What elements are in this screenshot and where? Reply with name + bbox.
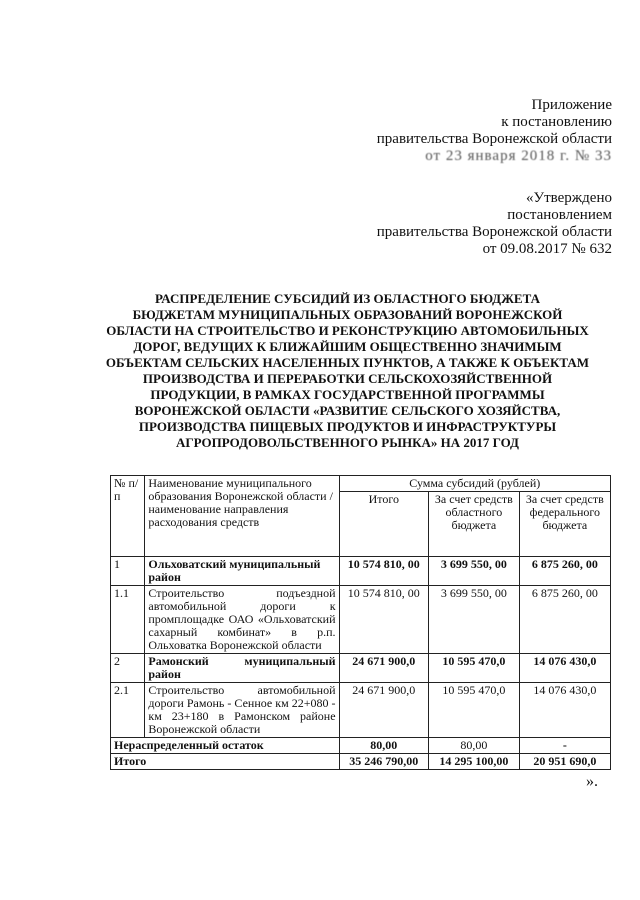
title-line: РАСПРЕДЕЛЕНИЕ СУБСИДИЙ ИЗ ОБЛАСТНОГО БЮДЖЕТА [154, 291, 541, 306]
title-line: БЮДЖЕТАМ МУНИЦИПАЛЬНЫХ ОБРАЗОВАНИЙ ВОРОНЕЖСКОЙ [132, 307, 563, 322]
title-line: ПРОДУКЦИИ, В РАМКАХ ГОСУДАРСТВЕННОЙ ПРОГРАММЫ [150, 387, 545, 402]
row-regional: 3 699 550, 00 [429, 557, 520, 586]
row-total: 10 574 810, 00 [339, 557, 429, 586]
table-row [111, 557, 611, 586]
header-line: к постановлению [501, 114, 612, 130]
grand-total-total: 35 246 790,00 [339, 754, 429, 770]
header-line: правительства Воронежской области [376, 131, 612, 147]
header-total: Итого [339, 492, 429, 557]
row-federal: 6 875 260, 00 [519, 586, 610, 654]
approval-line: от 09.08.2017 № 632 [482, 241, 612, 257]
row-num: 1.1 [111, 586, 145, 654]
row-federal: 6 875 260, 00 [519, 557, 610, 586]
row-regional: 3 699 550, 00 [429, 586, 520, 654]
unallocated-label: Нераспределенный остаток [111, 738, 340, 754]
title-line: ПРОИЗВОДСТВА ПИЩЕВЫХ ПРОДУКТОВ И ИНФРАСТРУКТУРЫ [138, 419, 557, 434]
row-federal: 14 076 430,0 [519, 654, 610, 683]
row-name: Строительство автомобильной дороги Рамонь - Сенное км 22+080 - км 23+180 в Рамонском районе Воронежской области [145, 683, 339, 738]
header-line: Приложение [531, 97, 612, 113]
unallocated-total: 80,00 [339, 738, 429, 754]
title-line: ДОРОГ, ВЕДУЩИХ К БЛИЖАЙШИМ ОБЩЕСТВЕННО ЗНАЧИМЫМ [133, 339, 562, 354]
date-stamp: от 23 января 2018 г. № 33 [425, 148, 612, 164]
document-title [95, 291, 600, 451]
table-row [111, 586, 611, 654]
header-regional: За счет средств областного бюджета [429, 492, 520, 557]
row-num: 2.1 [111, 683, 145, 738]
table-row [111, 654, 611, 683]
unallocated-federal: - [519, 738, 610, 754]
row-regional: 10 595 470,0 [429, 654, 520, 683]
header-name: Наименование муниципального образования Воронежской области / наименование направления расходования средств [145, 476, 339, 557]
approval-line: правительства Воронежской области [376, 224, 612, 240]
closing-quote-mark: ». [586, 773, 598, 790]
header-sum-group: Сумма субсидий (рублей) [339, 476, 610, 492]
approval-line: «Утверждено [525, 190, 612, 206]
row-total: 10 574 810, 00 [339, 586, 429, 654]
title-line: ПРОИЗВОДСТВА И ПЕРЕРАБОТКИ СЕЛЬСКОХОЗЯЙСТВЕННОЙ [142, 371, 553, 386]
row-name: Рамонский муниципальный район [145, 654, 339, 683]
row-num: 2 [111, 654, 145, 683]
title-line: АГРОПРОДОВОЛЬСТВЕННОГО РЫНКА» НА 2017 ГОД [175, 435, 519, 450]
row-total: 24 671 900,0 [339, 654, 429, 683]
header-num: № п/п [111, 476, 145, 557]
title-line: ОБЪЕКТАМ СЕЛЬСКИХ НАСЕЛЕННЫХ ПУНКТОВ, А ТАКЖЕ К ОБЪЕКТАМ [105, 355, 590, 370]
row-num: 1 [111, 557, 145, 586]
title-line: ВОРОНЕЖСКОЙ ОБЛАСТИ «РАЗВИТИЕ СЕЛЬСКОГО ХОЗЯЙСТВА, [134, 403, 561, 418]
grand-total-federal: 20 951 690,0 [519, 754, 610, 770]
row-name: Строительство подъездной автомобильной дороги к промплощадке ОАО «Ольховатский сахарный комбинат» в р.п. Ольховатка Воронежской области [145, 586, 339, 654]
header-federal: За счет средств федерального бюджета [519, 492, 610, 557]
row-total: 24 671 900,0 [339, 683, 429, 738]
title-line: ОБЛАСТИ НА СТРОИТЕЛЬСТВО И РЕКОНСТРУКЦИЮ АВТОМОБИЛЬНЫХ [106, 323, 589, 338]
grand-total-row [111, 754, 611, 770]
approval-block [377, 190, 612, 258]
row-name: Ольховатский муниципальный район [145, 557, 339, 586]
subsidy-table [110, 475, 611, 770]
table-header-row [111, 476, 611, 492]
approval-line: постановлением [507, 207, 612, 223]
unallocated-regional: 80,00 [429, 738, 520, 754]
grand-total-label: Итого [111, 754, 340, 770]
row-regional: 10 595 470,0 [429, 683, 520, 738]
row-federal: 14 076 430,0 [519, 683, 610, 738]
attachment-header [377, 97, 612, 165]
grand-total-regional: 14 295 100,00 [429, 754, 520, 770]
table-row [111, 683, 611, 738]
unallocated-row [111, 738, 611, 754]
